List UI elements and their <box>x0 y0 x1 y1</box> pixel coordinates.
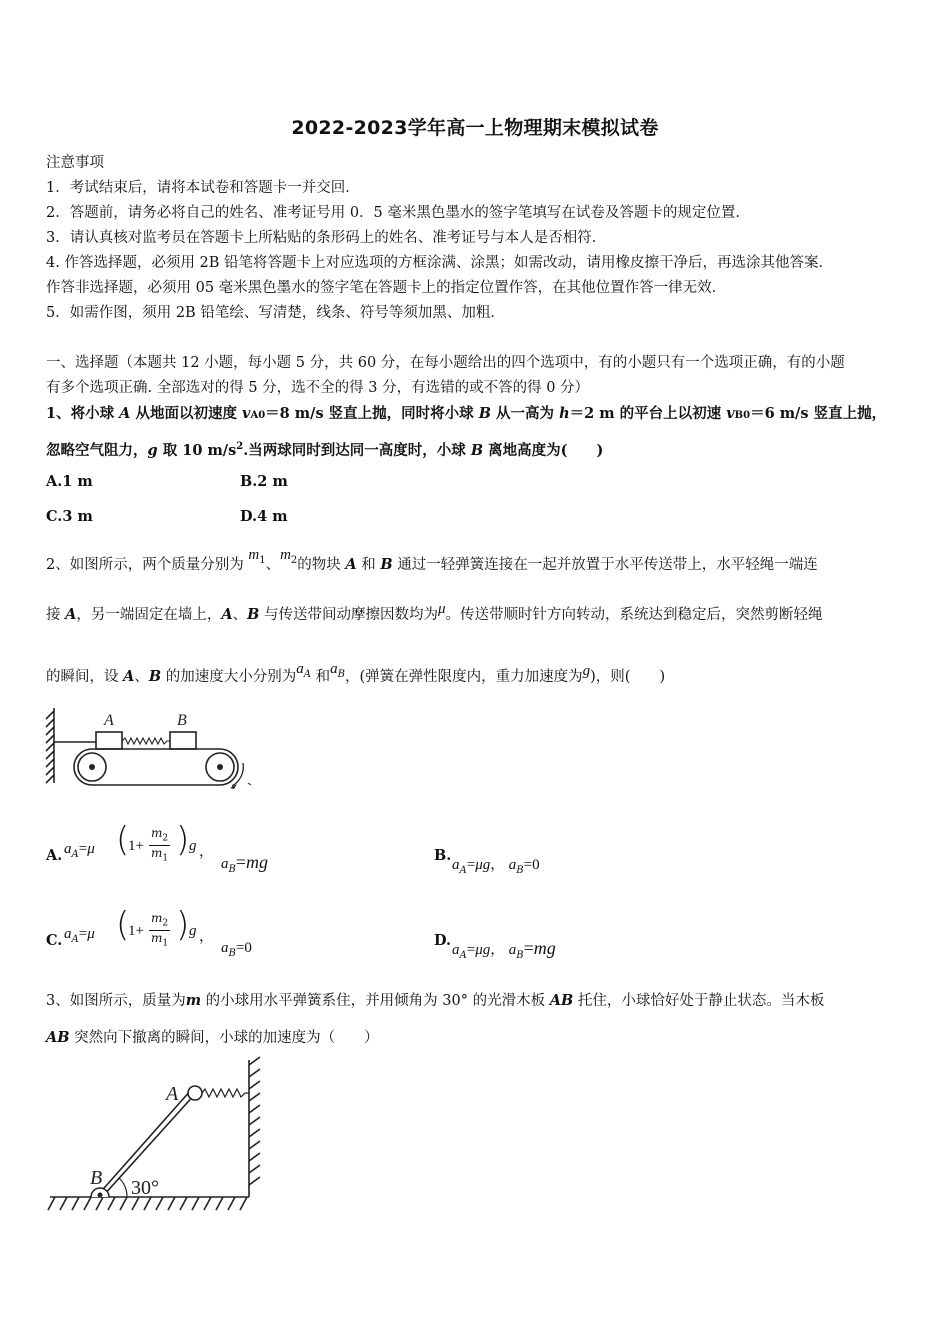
section-instructions-line2: 有多个选项正确. 全部选对的得 5 分，选不全的得 3 分，有选错的或不答的得 0 分） <box>46 380 590 396</box>
q3-stem-line2: AB 突然向下撤离的瞬间，小球的加速度为（ ） <box>46 1029 379 1046</box>
q3-stem-line1: 3、如图所示，质量为m 的小球用水平弹簧系住，并用倾角为 30° 的光滑木板 AB 托住，小球恰好处于静止状态。当木板 <box>46 992 825 1009</box>
angle-arc <box>119 1178 127 1197</box>
q1-stem-line1: 1、将小球 A 从地面以初速度 vA0＝8 m/s 竖直上抛，同时将小球 B 从一高为 h＝2 m 的平台上以初速 vB0＝6 m/s 竖直上抛， <box>46 405 887 422</box>
section-instructions-line1: 一、选择题（本题共 12 小题，每小题 5 分，共 60 分，在每小题给出的四个选项中，有的小题只有一个选项正确，有的小题 <box>46 355 845 371</box>
q1-option-c[interactable]: C.3 m <box>46 508 93 525</box>
notice-item-3: 3．请认真核对监考员在答题卡上所粘贴的条形码上的姓名、准考证号与本人是否相符． <box>46 230 607 246</box>
label-a: A <box>166 1083 179 1105</box>
notice-item-5: 5．如需作图，须用 2B 铅笔绘、写清楚，线条、符号等须加黑、加粗． <box>46 305 505 321</box>
notice-heading: 注意事项 <box>46 155 104 171</box>
q2-stem-line2: 接 A，另一端固定在墙上，A、B 与传送带间动摩擦因数均为μ。传送带顺时针方向转动，系统达到稳定后，突然剪断轻绳 <box>46 601 823 623</box>
q2-option-d[interactable]: D. $a_A=\mu g$， $a_B=mg$ <box>434 932 556 962</box>
spring <box>202 1089 249 1097</box>
q1-option-b[interactable]: B.2 m <box>240 473 288 490</box>
belt <box>74 749 238 785</box>
angle-label: 30° <box>131 1177 159 1199</box>
q2-stem-line3: 的瞬间，设 A、B 的加速度大小分别为$a_A$ 和$a_B$，(弹簧在弹性限度内，重力加速度为g)，则( ) <box>46 661 666 685</box>
q1-option-a[interactable]: A.1 m <box>46 473 93 490</box>
wall <box>46 708 54 783</box>
wall <box>249 1057 260 1197</box>
label-b: B <box>90 1167 103 1189</box>
q3-incline-figure <box>45 1055 275 1225</box>
label-b: B <box>177 712 187 729</box>
q2-stem-line1: 2、如图所示，两个质量分别为 $m_1$、$m_2$的物块 A 和 B 通过一轻弹簧连接在一起并放置于水平传送带上，水平轻绳一端连 <box>46 547 818 573</box>
q1-option-d[interactable]: D.4 m <box>240 508 288 525</box>
spring <box>122 738 170 744</box>
label-a: A <box>104 712 114 729</box>
q2-conveyor-figure <box>40 705 260 790</box>
block-b <box>170 732 196 749</box>
notice-item-4-cont: 作答非选择题，必须用 05 毫米黑色墨水的签字笔在答题卡上的指定位置作答，在其他位置作答一律无效． <box>46 280 727 296</box>
page-title: 2022-2023学年高一上物理期末模拟试卷 <box>291 117 659 139</box>
ball <box>188 1086 202 1100</box>
block-a <box>96 732 122 749</box>
notice-item-4: 4. 作答选择题，必须用 2B 铅笔将答题卡上对应选项的方框涂满、涂黑；如需改动，请用橡皮擦干净后，再选涂其他答案． <box>46 255 834 271</box>
notice-item-1: 1．考试结束后，请将本试卷和答题卡一并交回． <box>46 180 360 196</box>
notice-item-2: 2．答题前，请务必将自己的姓名、准考证号用 0．5 毫米黑色墨水的签字笔填写在试卷及答题卡的规定位置． <box>46 205 750 221</box>
q1-stem-line2: 忽略空气阻力，g 取 10 $m/s^2$.当两球同时到达同一高度时，小球 B 离地高度为( ) <box>46 441 604 459</box>
q2-option-b[interactable]: B. $a_A=\mu g$， $a_B=0$ <box>434 847 540 877</box>
